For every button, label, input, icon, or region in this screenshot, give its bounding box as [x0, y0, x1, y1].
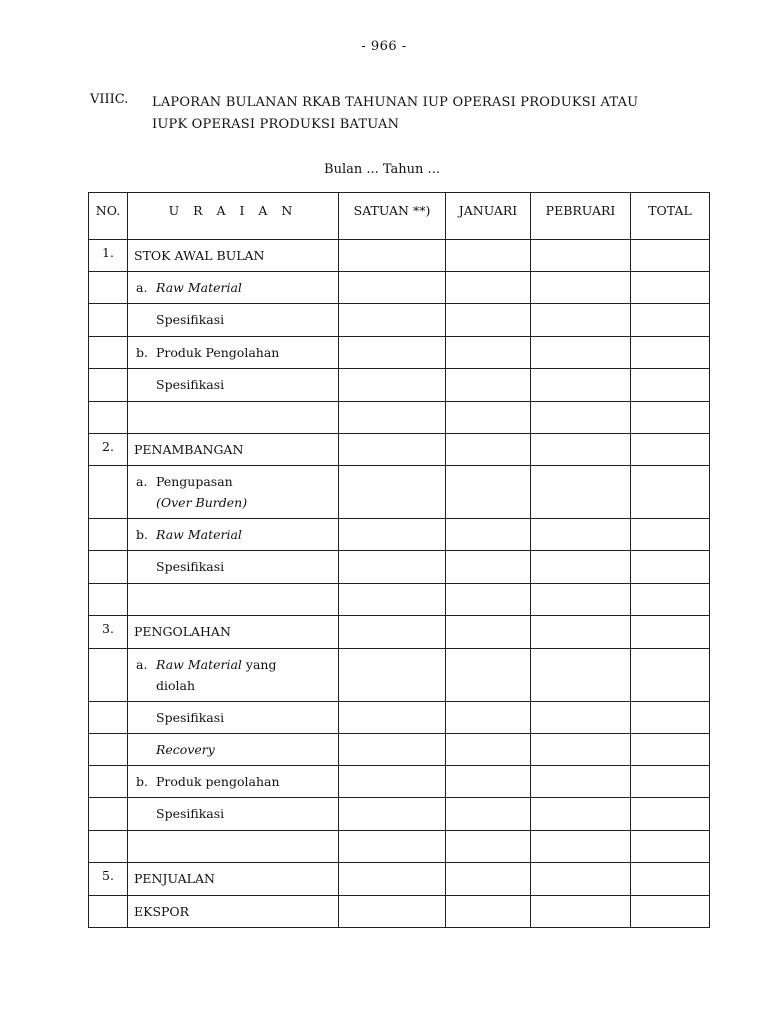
cell-pebruari[interactable]	[531, 369, 631, 402]
item-text: Recovery	[156, 742, 215, 757]
row-description	[128, 551, 339, 584]
table-row-empty	[89, 402, 710, 434]
cell-total[interactable]	[631, 702, 710, 734]
cell-satuan[interactable]	[339, 863, 446, 896]
cell-satuan[interactable]	[339, 369, 446, 402]
header-satuan: SATUAN **)	[339, 193, 446, 240]
cell-total[interactable]	[631, 584, 710, 616]
row-description	[128, 466, 339, 519]
item-text: Spesifikasi	[156, 559, 225, 574]
cell-januari[interactable]	[446, 863, 531, 896]
row-number-empty	[89, 551, 128, 584]
table-row	[89, 304, 710, 337]
header-uraian-text: U R A I A N	[168, 203, 298, 218]
cell-total[interactable]	[631, 798, 710, 831]
report-period-text: Bulan ... Tahun ...	[324, 162, 440, 177]
item-text: Pengupasan	[156, 474, 233, 489]
cell-satuan[interactable]	[339, 584, 446, 616]
cell-pebruari[interactable]	[531, 466, 631, 519]
row-description: EKSPOR	[128, 896, 339, 928]
row-number-empty	[89, 798, 128, 831]
cell-januari[interactable]	[446, 369, 531, 402]
cell-pebruari[interactable]	[531, 734, 631, 766]
cell-pebruari[interactable]	[531, 766, 631, 798]
row-number-empty	[89, 272, 128, 304]
cell-total[interactable]	[631, 369, 710, 402]
cell-januari[interactable]	[446, 337, 531, 369]
cell-januari[interactable]	[446, 466, 531, 519]
cell-januari[interactable]	[446, 519, 531, 551]
row-number-empty	[89, 702, 128, 734]
cell-januari[interactable]	[446, 649, 531, 702]
cell-pebruari[interactable]	[531, 434, 631, 466]
row-description: PENJUALAN	[128, 863, 339, 896]
cell-total[interactable]	[631, 863, 710, 896]
table-row	[89, 272, 710, 304]
item-letter: a.	[136, 474, 148, 489]
cell-satuan[interactable]	[339, 831, 446, 863]
item-text-continued: diolah	[156, 678, 196, 693]
cell-satuan[interactable]	[339, 766, 446, 798]
header-pebruari: PEBRUARI	[531, 193, 631, 240]
cell-pebruari[interactable]	[531, 519, 631, 551]
cell-januari[interactable]	[446, 766, 531, 798]
cell-total[interactable]	[631, 616, 710, 649]
item-text-rest: yang	[241, 657, 277, 672]
row-description: PENGOLAHAN	[128, 616, 339, 649]
cell-januari[interactable]	[446, 896, 531, 928]
page-number: - 966 -	[361, 39, 407, 54]
cell-pebruari[interactable]	[531, 863, 631, 896]
cell-total[interactable]	[631, 831, 710, 863]
row-description	[128, 304, 339, 337]
cell-pebruari[interactable]	[531, 798, 631, 831]
item-letter: b.	[136, 774, 148, 789]
cell-total[interactable]	[631, 649, 710, 702]
table-row	[89, 766, 710, 798]
item-text: Spesifikasi	[156, 312, 225, 327]
row-number: 1.	[89, 240, 128, 272]
cell-satuan[interactable]	[339, 434, 446, 466]
cell-pebruari[interactable]	[531, 240, 631, 272]
item-text-continued: (Over Burden)	[156, 495, 248, 510]
cell-januari[interactable]	[446, 734, 531, 766]
header-total: TOTAL	[631, 193, 710, 240]
table-header-row	[89, 193, 710, 240]
item-text: Produk pengolahan	[156, 774, 280, 789]
cell-pebruari[interactable]	[531, 551, 631, 584]
cell-satuan[interactable]	[339, 402, 446, 434]
row-number: 2.	[89, 434, 128, 466]
cell-pebruari[interactable]	[531, 304, 631, 337]
cell-januari[interactable]	[446, 272, 531, 304]
table-row	[89, 702, 710, 734]
table-row	[89, 337, 710, 369]
cell-total[interactable]	[631, 896, 710, 928]
table-row	[89, 466, 710, 519]
cell-januari[interactable]	[446, 304, 531, 337]
cell-pebruari[interactable]	[531, 649, 631, 702]
cell-total[interactable]	[631, 272, 710, 304]
table-row-empty	[89, 584, 710, 616]
header-januari: JANUARI	[446, 193, 531, 240]
row-number: 3.	[89, 616, 128, 649]
header-no: NO.	[89, 193, 128, 240]
cell-satuan[interactable]	[339, 896, 446, 928]
section-title-line2: IUPK OPERASI PRODUKSI BATUAN	[152, 117, 400, 132]
item-text: Spesifikasi	[156, 377, 225, 392]
item-text: Produk Pengolahan	[156, 345, 280, 360]
section-title	[152, 92, 638, 136]
cell-satuan[interactable]	[339, 519, 446, 551]
item-letter: a.	[136, 280, 148, 295]
cell-januari[interactable]	[446, 616, 531, 649]
row-description	[128, 519, 339, 551]
cell-satuan[interactable]	[339, 551, 446, 584]
table-row	[89, 798, 710, 831]
row-description	[128, 369, 339, 402]
cell-januari[interactable]	[446, 798, 531, 831]
cell-januari[interactable]	[446, 402, 531, 434]
row-number-empty	[89, 766, 128, 798]
cell-satuan[interactable]	[339, 649, 446, 702]
row-number-empty	[89, 649, 128, 702]
cell-total[interactable]	[631, 766, 710, 798]
cell-satuan[interactable]	[339, 616, 446, 649]
row-description	[128, 734, 339, 766]
cell-total[interactable]	[631, 402, 710, 434]
item-text: Raw Material	[156, 527, 242, 542]
cell-pebruari[interactable]	[531, 584, 631, 616]
cell-januari[interactable]	[446, 434, 531, 466]
row-number: 5.	[89, 863, 128, 896]
item-text: Spesifikasi	[156, 710, 225, 725]
cell-januari[interactable]	[446, 551, 531, 584]
row-description: STOK AWAL BULAN	[128, 240, 339, 272]
report-table	[88, 192, 710, 928]
row-number-empty	[89, 369, 128, 402]
cell-total[interactable]	[631, 240, 710, 272]
cell-total[interactable]	[631, 466, 710, 519]
table-row	[89, 551, 710, 584]
row-number-empty	[89, 519, 128, 551]
cell-pebruari[interactable]	[531, 831, 631, 863]
table-row	[89, 616, 710, 649]
table-row	[89, 369, 710, 402]
cell-total[interactable]	[631, 551, 710, 584]
item-text-italic: Raw Material	[156, 657, 242, 672]
report-period	[0, 162, 768, 177]
table-row	[89, 240, 710, 272]
cell-pebruari[interactable]	[531, 702, 631, 734]
cell-satuan[interactable]	[339, 272, 446, 304]
row-description	[128, 272, 339, 304]
table-row	[89, 434, 710, 466]
item-letter: b.	[136, 345, 148, 360]
cell-total[interactable]	[631, 304, 710, 337]
table-row	[89, 649, 710, 702]
section-code: VIIIC.	[90, 92, 129, 107]
cell-satuan[interactable]	[339, 466, 446, 519]
table-row-empty	[89, 831, 710, 863]
cell-satuan[interactable]	[339, 304, 446, 337]
item-text: Spesifikasi	[156, 806, 225, 821]
row-number-empty	[89, 896, 128, 928]
cell-satuan[interactable]	[339, 240, 446, 272]
cell-pebruari[interactable]	[531, 337, 631, 369]
row-description	[128, 337, 339, 369]
item-text: Raw Material	[156, 280, 242, 295]
cell-satuan[interactable]	[339, 734, 446, 766]
item-letter: a.	[136, 657, 148, 672]
row-number-empty	[89, 304, 128, 337]
row-number-empty	[89, 466, 128, 519]
cell-total[interactable]	[631, 519, 710, 551]
cell-pebruari[interactable]	[531, 272, 631, 304]
cell-satuan[interactable]	[339, 702, 446, 734]
item-letter: b.	[136, 527, 148, 542]
cell-januari[interactable]	[446, 240, 531, 272]
cell-total[interactable]	[631, 337, 710, 369]
table-row	[89, 519, 710, 551]
row-description: PENAMBANGAN	[128, 434, 339, 466]
cell-satuan[interactable]	[339, 337, 446, 369]
row-description	[128, 649, 339, 702]
row-description	[128, 798, 339, 831]
cell-pebruari[interactable]	[531, 616, 631, 649]
cell-total[interactable]	[631, 734, 710, 766]
row-number-empty	[89, 337, 128, 369]
row-description	[128, 702, 339, 734]
cell-total[interactable]	[631, 434, 710, 466]
cell-januari[interactable]	[446, 584, 531, 616]
cell-januari[interactable]	[446, 831, 531, 863]
header-uraian	[128, 193, 339, 240]
table-row	[89, 863, 710, 896]
cell-pebruari[interactable]	[531, 402, 631, 434]
section-title-line1: LAPORAN BULANAN RKAB TAHUNAN IUP OPERASI PRODUKSI ATAU	[152, 95, 639, 110]
table-row	[89, 734, 710, 766]
row-description	[128, 766, 339, 798]
table-row	[89, 896, 710, 928]
cell-satuan[interactable]	[339, 798, 446, 831]
cell-januari[interactable]	[446, 702, 531, 734]
cell-pebruari[interactable]	[531, 896, 631, 928]
row-number-empty	[89, 734, 128, 766]
